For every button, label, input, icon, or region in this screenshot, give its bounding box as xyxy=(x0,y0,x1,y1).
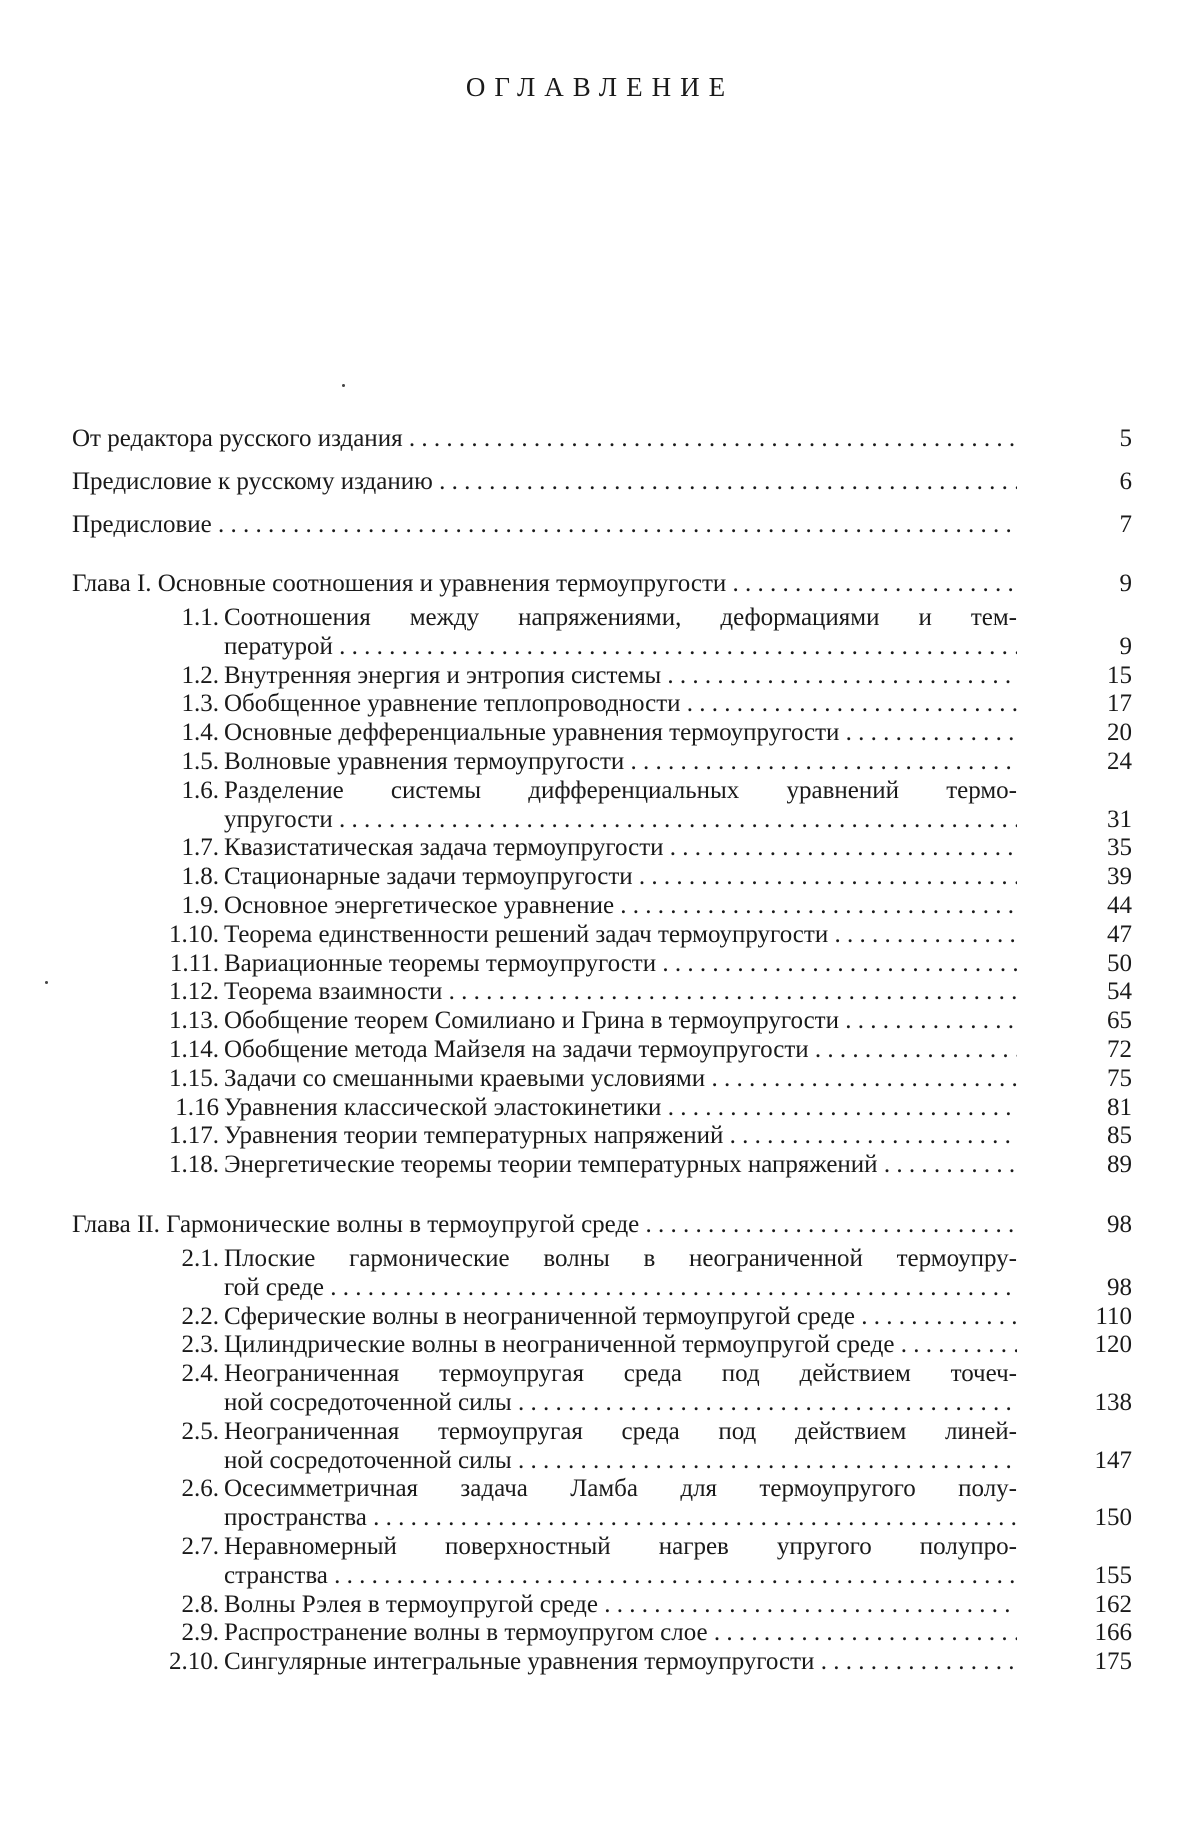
toc-section-line xyxy=(224,1648,1017,1677)
toc-section-entry[interactable] xyxy=(72,1122,1132,1151)
toc-section-line-text: Обобщенное уравнение теплопроводности . . . xyxy=(224,690,1017,717)
toc-section-number: 1.8. xyxy=(181,863,219,891)
toc-section-number: 1.6. xyxy=(181,776,219,804)
toc-section-text xyxy=(224,1331,1132,1360)
toc-chapter-line xyxy=(72,569,1017,598)
toc-section-line: Разделение системы дифференциальных уравнений термо- xyxy=(224,776,1017,804)
toc-section-line xyxy=(224,1274,1017,1303)
toc-section-line xyxy=(224,748,1017,777)
toc-page-number: 162 xyxy=(1094,1590,1132,1618)
toc-section-line xyxy=(224,978,1017,1007)
toc-section-entry[interactable] xyxy=(72,1303,1132,1332)
toc-page-number: 89 xyxy=(1107,1151,1132,1179)
toc-section-entry[interactable] xyxy=(72,1648,1132,1677)
toc-section-line-text: пературой . . . xyxy=(224,633,1017,660)
toc-page-number: 166 xyxy=(1094,1619,1132,1647)
toc-page-number: 81 xyxy=(1107,1093,1132,1121)
toc-page-number: 75 xyxy=(1107,1064,1132,1092)
toc-front-entry-text xyxy=(72,467,1132,496)
toc-section-line xyxy=(224,950,1017,979)
toc-section-text xyxy=(224,690,1132,719)
toc-page-number: 24 xyxy=(1107,747,1132,775)
toc-page-number: 50 xyxy=(1107,949,1132,977)
toc-section-entry[interactable] xyxy=(72,1533,1132,1591)
toc-section-line xyxy=(224,690,1017,719)
toc-section-number: 2.5. xyxy=(181,1417,219,1445)
toc-section-text xyxy=(224,1122,1132,1151)
toc-section-number: 1.13. xyxy=(169,1007,219,1035)
toc-page-number: 54 xyxy=(1107,978,1132,1006)
toc-section-entry[interactable] xyxy=(72,1151,1132,1180)
toc-section-text xyxy=(224,1036,1132,1065)
toc-section-line-text: упругости . . . xyxy=(224,806,1017,833)
toc-front-entry[interactable] xyxy=(72,424,1132,453)
toc-section-line-text: Волновые уравнения термоупругости . . . xyxy=(224,748,1017,775)
stray-dot-mark xyxy=(342,384,345,387)
toc-section-line-text: гой среде . . . xyxy=(224,1274,1017,1301)
toc-section-entry[interactable] xyxy=(72,719,1132,748)
toc-section-line-text: Уравнения теории температурных напряжений . . . xyxy=(224,1122,1017,1149)
toc-section-number: 2.6. xyxy=(181,1475,219,1503)
toc-chapter-line-text: Глава I. Основные соотношения и уравнения термоупругости . . . xyxy=(72,570,1017,597)
toc-section-text xyxy=(224,978,1132,1007)
toc-page-number: 7 xyxy=(1119,511,1132,538)
toc-section-number: 1.9. xyxy=(181,891,219,919)
toc-section-number: 2.9. xyxy=(181,1619,219,1647)
toc-section-number: 1.4. xyxy=(181,719,219,747)
toc-section-line-text: Теорема взаимности . . . xyxy=(224,978,1017,1005)
toc-section-number: 1.10. xyxy=(169,920,219,948)
toc-section-number: 1.15. xyxy=(169,1064,219,1092)
toc-section-line-text: Распространение волны в термоупругом слое . . . xyxy=(224,1619,1017,1646)
toc-page-number: 39 xyxy=(1107,863,1132,891)
toc-section-number: 1.17. xyxy=(169,1122,219,1150)
toc-section-entry[interactable] xyxy=(72,777,1132,835)
toc-front-entry[interactable] xyxy=(72,467,1132,496)
toc-section-entry[interactable] xyxy=(72,1475,1132,1533)
toc-section-text xyxy=(224,950,1132,979)
toc-section-text xyxy=(224,719,1132,748)
toc-section-line xyxy=(224,1303,1017,1332)
toc-page-number: 98 xyxy=(1107,1273,1132,1301)
toc-section-text xyxy=(224,662,1132,691)
toc-section-text xyxy=(224,777,1132,835)
toc-page-number: 120 xyxy=(1094,1331,1132,1359)
toc-front-entry-line xyxy=(72,510,1017,539)
toc-section-number: 2.4. xyxy=(181,1360,219,1388)
toc-page-number: 6 xyxy=(1119,468,1132,495)
toc-front-entry-line xyxy=(72,424,1017,453)
toc-section-entry[interactable] xyxy=(72,978,1132,1007)
toc-front-entry-line xyxy=(72,467,1017,496)
toc-section-line-text: Сферические волны в неограниченной термоупругой среде . . . xyxy=(224,1303,1017,1330)
toc-section-line-text: Сингулярные интегральные уравнения термоупругости . . . xyxy=(224,1648,1017,1675)
toc-section-text xyxy=(224,1151,1132,1180)
toc-section-number: 2.2. xyxy=(181,1302,219,1330)
toc-section-number: 1.14. xyxy=(169,1035,219,1063)
toc-section-line-text: Квазистатическая задача термоупругости . . . xyxy=(224,834,1017,861)
toc-section-entry[interactable] xyxy=(72,690,1132,719)
toc-section-line xyxy=(224,1619,1017,1648)
toc-front-entry[interactable] xyxy=(72,510,1132,539)
toc-section-entry[interactable] xyxy=(72,1094,1132,1123)
toc-front-entry-text xyxy=(72,510,1132,539)
toc-section-entry[interactable] xyxy=(72,834,1132,863)
toc-section-text xyxy=(224,921,1132,950)
toc-section-entry[interactable] xyxy=(72,921,1132,950)
toc-section-line xyxy=(224,1504,1017,1533)
toc-page-number: 72 xyxy=(1107,1035,1132,1063)
toc-page-number: 150 xyxy=(1094,1504,1132,1532)
toc-section-line: Неравномерный поверхностный нагрев упругого полупро- xyxy=(224,1532,1017,1560)
toc-section-line xyxy=(224,662,1017,691)
toc-page-number: 15 xyxy=(1107,661,1132,689)
toc-section-line-text: Энергетические теоремы теории температурных напряжений . . . xyxy=(224,1151,1017,1178)
toc-section-line-text: Волны Рэлея в термоупругой среде . . . xyxy=(224,1591,1017,1618)
toc-section-number: 2.3. xyxy=(181,1331,219,1359)
toc-chapter-entry[interactable] xyxy=(72,569,1132,598)
toc-section-line-text: странства . . . xyxy=(224,1562,1017,1589)
toc-section-entry[interactable] xyxy=(72,604,1132,662)
toc-section-line xyxy=(224,1591,1017,1620)
toc-page-number: 85 xyxy=(1107,1122,1132,1150)
toc-section-text xyxy=(224,1418,1132,1476)
toc-page-number: 175 xyxy=(1094,1648,1132,1676)
toc-section-entry[interactable] xyxy=(72,662,1132,691)
toc-section-entry[interactable] xyxy=(72,892,1132,921)
toc-page-number: 17 xyxy=(1107,690,1132,718)
toc-section-line-text: Вариационные теоремы термоупругости . . . xyxy=(224,950,1017,977)
toc-section-text xyxy=(224,1475,1132,1533)
toc-section-text xyxy=(224,604,1132,662)
toc-section-entry[interactable] xyxy=(72,950,1132,979)
toc-page-number: 31 xyxy=(1107,805,1132,833)
toc-section-number: 1.12. xyxy=(169,978,219,1006)
toc-front-entry-line-text: Предисловие . . . xyxy=(72,511,1017,538)
toc-section-text xyxy=(224,1065,1132,1094)
toc-chapter-text xyxy=(72,569,1132,598)
toc-section-line xyxy=(224,1447,1017,1476)
toc-section-number: 1.5. xyxy=(181,747,219,775)
toc-section-text xyxy=(224,1094,1132,1123)
toc-chapter-text xyxy=(72,1210,1132,1239)
toc-page-number: 9 xyxy=(1119,570,1132,597)
toc-section-number: 2.10. xyxy=(169,1648,219,1676)
toc-front-entry-text xyxy=(72,424,1132,453)
toc-section-line xyxy=(224,806,1017,835)
toc-section-entry[interactable] xyxy=(72,1065,1132,1094)
toc-page-number: 110 xyxy=(1095,1302,1132,1330)
toc-section-text xyxy=(224,1533,1132,1591)
toc-section-entry[interactable] xyxy=(72,1619,1132,1648)
toc-section-line xyxy=(224,1094,1017,1123)
toc-chapter-entry[interactable] xyxy=(72,1210,1132,1239)
page-title: ОГЛАВЛЕНИЕ xyxy=(465,72,735,102)
toc-chapter-line-text: Глава II. Гармонические волны в термоупругой среде . . . xyxy=(72,1211,1017,1238)
toc-page-number: 20 xyxy=(1107,719,1132,747)
toc-section-number: 1.2. xyxy=(181,661,219,689)
toc-section-text xyxy=(224,892,1132,921)
toc-front-entry-line-text: От редактора русского издания . . . xyxy=(72,425,1017,452)
toc-section-line-text: Обобщение теорем Сомилиано и Грина в термоупругости . . . xyxy=(224,1007,1017,1034)
toc-section-entry[interactable] xyxy=(72,1036,1132,1065)
toc-section-line: Осесимметричная задача Ламба для термоупругого полу- xyxy=(224,1475,1017,1503)
toc-section-number: 2.1. xyxy=(181,1244,219,1272)
toc-section-line: Неограниченная термоупругая среда под действием точеч- xyxy=(224,1360,1017,1388)
toc-section-line xyxy=(224,633,1017,662)
toc-page-number: 9 xyxy=(1119,632,1132,660)
margin-dot-mark xyxy=(45,981,48,984)
toc-page-number: 44 xyxy=(1107,891,1132,919)
toc-page-number: 147 xyxy=(1094,1446,1132,1474)
toc-section-text xyxy=(224,1007,1132,1036)
toc-section-entry[interactable] xyxy=(72,748,1132,777)
toc-section-line-text: Цилиндрические волны в неограниченной термоупругой среде . . . xyxy=(224,1331,1017,1358)
toc-section-text xyxy=(224,1619,1132,1648)
toc-section-line xyxy=(224,834,1017,863)
toc-section-line xyxy=(224,1389,1017,1418)
toc-page-number: 35 xyxy=(1107,834,1132,862)
toc-section-number: 1.18. xyxy=(169,1151,219,1179)
toc-page-number: 65 xyxy=(1107,1007,1132,1035)
toc-page-number: 155 xyxy=(1094,1561,1132,1589)
toc-page-number: 5 xyxy=(1119,425,1132,452)
toc-section-text xyxy=(224,1245,1132,1303)
toc-section-text xyxy=(224,834,1132,863)
toc-section-entry[interactable] xyxy=(72,863,1132,892)
toc-section-entry[interactable] xyxy=(72,1418,1132,1476)
toc-section-line-text: Теорема единственности решений задач термоупругости . . . xyxy=(224,921,1017,948)
toc-section-line xyxy=(224,921,1017,950)
toc-page-number: 98 xyxy=(1107,1210,1132,1238)
toc-section-line-text: Основные дефференциальные уравнения термоупругости . . . xyxy=(224,719,1017,746)
toc-section-number: 2.7. xyxy=(181,1532,219,1560)
toc-front-entry-line-text: Предисловие к русскому изданию . . . xyxy=(72,468,1017,495)
toc-section-line-text: Внутренняя энергия и энтропия системы . . . xyxy=(224,662,1017,689)
toc-chapter-line xyxy=(72,1210,1017,1239)
toc-section-line xyxy=(224,719,1017,748)
toc-section-line: Соотношения между напряжениями, деформациями и тем- xyxy=(224,604,1017,631)
toc-section-line-text: пространства . . . xyxy=(224,1504,1017,1531)
toc-section-number: 2.8. xyxy=(181,1590,219,1618)
toc-section-line-text: Стационарные задачи термоупругости . . . xyxy=(224,863,1017,890)
toc-section-line xyxy=(224,1036,1017,1065)
toc-section-text xyxy=(224,1303,1132,1332)
toc-section-number: 1.3. xyxy=(181,690,219,718)
table-of-contents xyxy=(72,424,1132,1677)
toc-section-line: Плоские гармонические волны в неограниченной термоупру- xyxy=(224,1244,1017,1272)
toc-section-line-text: ной сосредоточенной силы . . . xyxy=(224,1447,1017,1474)
toc-section-number: 1.16 xyxy=(175,1093,219,1121)
toc-section-line-text: Обобщение метода Майзеля на задачи термоупругости . . . xyxy=(224,1036,1017,1063)
toc-section-line xyxy=(224,1122,1017,1151)
toc-section-line-text: Задачи со смешанными краевыми условиями . . . xyxy=(224,1065,1017,1092)
toc-section-number: 1.1. xyxy=(181,604,219,631)
toc-section-line xyxy=(224,1331,1017,1360)
toc-section-line-text: Уравнения классической эластокинетики . . . xyxy=(224,1094,1017,1121)
toc-section-text xyxy=(224,1591,1132,1620)
toc-section-line xyxy=(224,863,1017,892)
toc-section-entry[interactable] xyxy=(72,1331,1132,1360)
toc-section-line xyxy=(224,892,1017,921)
toc-section-line-text: Основное энергетическое уравнение . . . xyxy=(224,892,1017,919)
toc-section-line xyxy=(224,1151,1017,1180)
toc-section-text xyxy=(224,863,1132,892)
toc-section-line xyxy=(224,1562,1017,1591)
toc-section-entry[interactable] xyxy=(72,1245,1132,1303)
toc-section-line xyxy=(224,1007,1017,1036)
toc-section-text xyxy=(224,1360,1132,1418)
toc-section-line xyxy=(224,1065,1017,1094)
toc-section-text xyxy=(224,1648,1132,1677)
toc-page-number: 47 xyxy=(1107,920,1132,948)
toc-page-number: 138 xyxy=(1094,1388,1132,1416)
toc-section-line: Неограниченная термоупругая среда под действием линей- xyxy=(224,1417,1017,1445)
toc-section-entry[interactable] xyxy=(72,1360,1132,1418)
toc-section-text xyxy=(224,748,1132,777)
toc-section-number: 1.11. xyxy=(169,949,219,977)
toc-section-line-text: ной сосредоточенной силы . . . xyxy=(224,1389,1017,1416)
toc-section-number: 1.7. xyxy=(181,834,219,862)
toc-section-entry[interactable] xyxy=(72,1007,1132,1036)
toc-section-entry[interactable] xyxy=(72,1591,1132,1620)
